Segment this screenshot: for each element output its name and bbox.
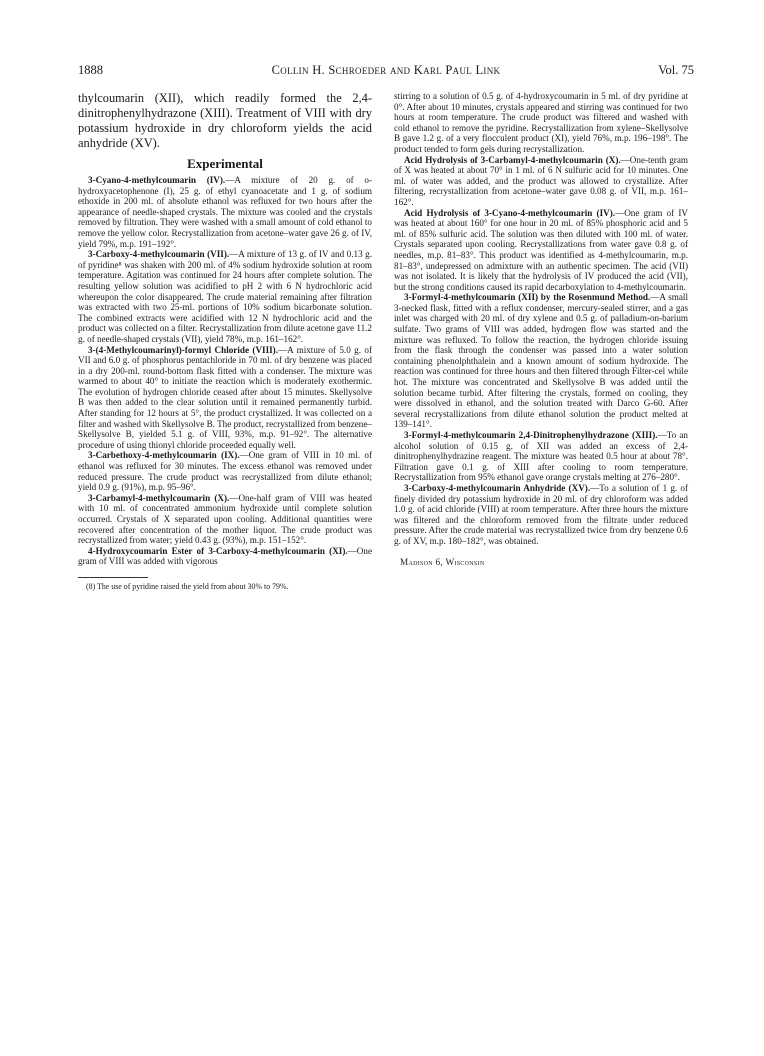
- paragraph-title: Acid Hydrolysis of 3-Carbamyl-4-methylcoumarin (X).: [404, 154, 621, 165]
- paragraph-body: —A mixture of 13 g. of IV and 0.13 g. of pyridine⁸ was shaken with 200 ml. of 4% sodium hydroxide solution at room temperature. Agitation was continued for 24 hours after complete solution. The resulting yellow solution was acidified to pH 2 with 6 N hydrochloric acid whereupon the color disappeared. The crude material remaining after filtration was extracted with two 25-ml. portions of 10% sodium bicarbonate solution. The combined extracts were acidified with 12 N hydrochloric acid and the product was collected on a filter. Recrystallization from dilute acetone gave 11.2 g. of needle-shaped crystals (VII), yield 78%, m.p. 161–162°.: [78, 249, 372, 344]
- paragraph-body: —One gram of IV was heated at about 160° for one hour in 20 ml. of 85% phosphoric acid and 5 ml. of 85% sulfuric acid. The solution was then diluted with 100 ml. of water. Crystals separated upon cooling. Recrystallizations from water gave 0.8 g. of needles, m.p. 81–83°. This product was identified as 4-methylcoumarin, m.p. 81–83°, undepressed on admixture with an authentic specimen. The acid (VII) was not isolated. It is likely that the hydrolysis of IV produced the acid (VII), but the strong conditions caused its rapid decarboxylation to 4-methylcoumarin.: [394, 207, 688, 292]
- paragraph-title: 3-Formyl-4-methylcoumarin 2,4-Dinitrophenylhydrazone (XIII).: [404, 430, 658, 440]
- paragraph-carbethoxy: [78, 450, 372, 492]
- paragraph-cyano-methylcoumarin: [78, 175, 372, 249]
- paragraph-dinitrophenylhydrazone: [394, 430, 688, 483]
- paragraph-title: 3-Carboxy-4-methylcoumarin Anhydride (XV).: [404, 482, 591, 493]
- left-column: [78, 91, 372, 592]
- paragraph-body: —A mixture of 5.0 g. of VII and 6.0 g. of phosphorus pentachloride in 70 ml. of dry benzene was placed in a dry 200-ml. round-bottom flask fitted with a condenser. The mixture was warmed to about 40° to initiate the reaction which is moderately exothermic. The evolution of hydrogen chloride ceased after about 15 minutes. Skellysolve B was then added to the clear solution until it remained permanently turbid. After standing for 12 hours at 5°, the product crystallized. It was collected on a filter and washed with Skellysolve B. The product, recrystallized from benzene–Skellysolve B, yielded 5.1 g. of VIII, 93%, m.p. 91–92°. The alternative procedure of using thionyl chloride proceeded equally well.: [78, 344, 373, 450]
- paragraph-title: 3-Carboxy-4-methylcoumarin (VII).: [88, 249, 230, 260]
- section-heading: Experimental: [187, 156, 263, 171]
- paragraph-body: —One gram of VIII was added with vigorous: [78, 545, 372, 567]
- page-number: 1888: [78, 63, 103, 77]
- footnote-rule: [78, 577, 148, 578]
- paragraph-hydroxycoumarin-ester: [78, 546, 372, 567]
- paragraph-title: 3-Carbamyl-4-methylcoumarin (X).: [88, 492, 230, 503]
- paragraph-body: —To a solution of 1 g. of finely divided dry potassium hydroxide in 20 ml. of dry chloroform was added 1.0 g. of acid chloride (VIII) at room temperature. After three hours the mixture was filtered and the chloroform removed from the filtrate under reduced pressure. After the crude material was recrystallized twice from dry benzene 0.6 g. of XV, m.p. 180–182°, was obtained.: [394, 482, 688, 546]
- paragraph-body: —To an alcohol solution of 0.15 g. of XII was added an excess of 2,4-dinitrophenylhydrazine reagent. The mixture was heated 0.5 hour at about 78°. Filtration gave 0.1 g. of XIII after cooling to room temperature. Recrystallization from 95% ethanol gave orange crystals melting at 276–280°.: [394, 430, 688, 483]
- paragraph-rosenmund: [394, 292, 688, 430]
- paragraph-title: 3-Formyl-4-methylcoumarin (XII) by the Rosenmund Method.: [404, 292, 651, 303]
- paragraph-carbamyl: [78, 493, 372, 546]
- continued-text: thylcoumarin (XII), which readily formed the 2,4-dinitrophenylhydrazone (XIII). Treatment of VIII with dry potassium hydroxide in dry chloroform yields the acid anhydride (XV).: [78, 91, 372, 150]
- affiliation-place: Madison 6, Wisconsin: [400, 556, 485, 567]
- paragraph-title: 4-Hydroxycoumarin Ester of 3-Carboxy-4-methylcoumarin (XI).: [88, 545, 348, 556]
- paragraph-formyl-chloride: [78, 345, 372, 451]
- paragraph-anhydride: [394, 483, 688, 547]
- running-head-authors: Collin H. Schroeder and Karl Paul Link: [271, 63, 501, 77]
- running-header: [78, 63, 694, 79]
- paragraph-body: —One-half gram of VIII was heated with 10 ml. of concentrated ammonium hydroxide until complete solution occurred. Crystals of X separated upon cooling. Additional quantities were recovered after concentration of the mother liquor. The crude product was recrystallized from water; yield 0.43 g. (93%), m.p. 151–152°.: [78, 492, 372, 546]
- paragraph-body: —A small 3-necked flask, fitted with a reflux condenser, mercury-sealed stirrer, and a gas inlet was charged with 20 ml. of dry xylene and 0.5 g. of palladium-on-barium sulfate. Two grams of VIII was added, hydrogen flow was started and the mixture was refluxed. To follow the reaction, the hydrogen chloride issuing from the flask through the condenser was passed into a water solution containing phenolphthalein and a known amount of sodium hydroxide. The reaction was continued for three hours and then filtered through Filter-cel while hot. The mixture was concentrated and Skellysolve B was added until the solution became turbid. After filtering the crystals, formed on cooling, they were dissolved in ethanol, and the solution treated with Darco G-60. After several recrystallizations from dilute ethanol solution the product melted at 139–141°.: [394, 292, 688, 430]
- paragraph-title: 3-(4-Methylcoumarinyl)-formyl Chloride (VIII).: [88, 344, 279, 355]
- paragraph-body: —One-tenth gram of X was heated at about 70° in 1 ml. of 6 N sulfuric acid for 10 minutes. One ml. of water was added, and the product was allowed to crystallize. After filtering, recrystallization from acetone–water gave 0.08 g. of VII, m.p. 161–162°.: [394, 154, 688, 207]
- paragraph-hydrolysis-cyano: [394, 208, 688, 293]
- right-column: [394, 91, 688, 567]
- paragraph-hydrolysis-carbamyl: [394, 155, 688, 208]
- paragraph-continued: [394, 91, 688, 155]
- paragraph-carboxy-methylcoumarin: [78, 249, 372, 344]
- paragraph-body: —A mixture of 20 g. of o-hydroxyacetophenone (I), 25 g. of ethyl cyanoacetate and 1 g. of sodium ethoxide in 200 ml. of absolute ethanol was refluxed for two hours after the appearance of needle-shaped crystals. The mixture was cooled and the crystals removed by filtration. They were washed with a small amount of cold ethanol to remove the yellow color. Recrystallization from acetone–water gave 26 g. of IV, yield 79%, m.p. 191–192°.: [78, 175, 373, 249]
- footnote: (8) The use of pyridine raised the yield from about 30% to 79%.: [86, 581, 289, 591]
- paragraph-title: Acid Hydrolysis of 3-Cyano-4-methylcoumarin (IV).: [404, 207, 616, 218]
- paragraph-body: —One gram of VIII in 10 ml. of ethanol was refluxed for 30 minutes. The excess ethanol was removed under reduced pressure. The crude product was recrystallized from dilute ethanol; yield 0.9 g. (91%), m.p. 95–96°.: [78, 450, 372, 493]
- paragraph-body: stirring to a solution of 0.5 g. of 4-hydroxycoumarin in 5 ml. of dry pyridine at 0°. After about 10 minutes, crystals appeared and stirring was continued for two hours at room temperature. The crude product was filtered and washed with cold ethanol to remove the pyridine. Recrystallization from xylene–Skellysolve B gave 1.2 g. of a very flocculent product (XI), yield 76%, m.p. 196–198°. The product tended to form gels during recrystallization.: [394, 91, 688, 154]
- paragraph-title: 3-Cyano-4-methylcoumarin (IV).: [88, 175, 226, 185]
- volume-number: Vol. 75: [658, 63, 694, 77]
- paragraph-title: 3-Carbethoxy-4-methylcoumarin (IX).: [88, 450, 240, 461]
